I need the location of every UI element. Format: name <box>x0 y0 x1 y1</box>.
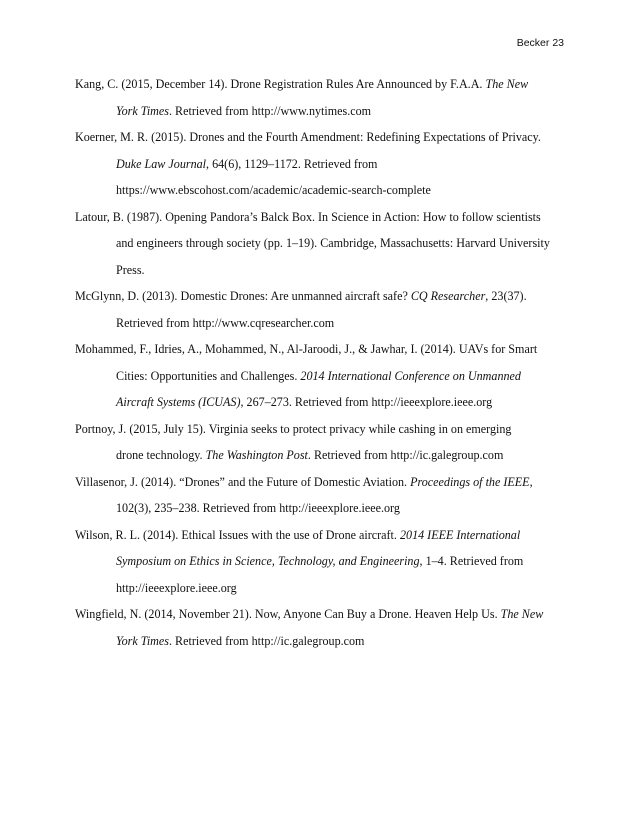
reference-text: Wingfield, N. (2014, November 21). Now, Anyone Can Buy a Drone. Heaven Help Us. <box>75 607 501 621</box>
reference-text: Cities: Opportunities and Challenges. <box>116 368 301 383</box>
reference-text: Portnoy, J. (2015, July 15). Virginia seeks to protect privacy while cashing in on emerging <box>75 421 512 436</box>
reference-text: , 23(37). <box>485 289 527 303</box>
reference-entry <box>75 522 567 602</box>
reference-entry <box>75 283 567 336</box>
reference-line <box>75 548 567 575</box>
reference-text: , <box>529 474 533 489</box>
italic-title-text: The New <box>485 77 529 91</box>
reference-text: 102(3), 235–238. Retrieved from http://ieeexplore.ieee.org <box>116 501 400 515</box>
reference-entry <box>75 336 567 416</box>
italic-title-text: Aircraft Systems (ICUAS) <box>116 395 241 409</box>
italic-title-text: York Times <box>116 103 169 118</box>
reference-entry <box>75 416 567 469</box>
reference-text: , 1–4. Retrieved from <box>419 554 524 568</box>
reference-line <box>75 204 567 231</box>
reference-text: , 267–273. Retrieved from http://ieeexplore.ieee.org <box>240 395 493 409</box>
reference-line <box>75 71 567 98</box>
italic-title-text: CQ Researcher <box>410 289 486 303</box>
reference-text: Koerner, M. R. (2015). Drones and the Fourth Amendment: Redefining Expectations of Privacy. <box>75 130 541 144</box>
reference-text: http://ieeexplore.ieee.org <box>116 580 237 595</box>
reference-text: drone technology. <box>116 448 206 462</box>
reference-line <box>75 363 567 390</box>
reference-text: . Retrieved from http://www.nytimes.com <box>169 103 372 118</box>
reference-text: Villasenor, J. (2014). “Drones” and the Future of Domestic Aviation. <box>75 474 411 489</box>
italic-title-text: York Times <box>116 633 169 648</box>
reference-text: Press. <box>116 262 145 277</box>
italic-title-text: The New <box>500 607 544 621</box>
reference-line <box>75 283 567 310</box>
reference-line <box>75 177 567 204</box>
reference-text: Retrieved from http://www.cqresearcher.com <box>116 315 335 330</box>
reference-text: , 64(6), 1129–1172. Retrieved from <box>206 156 378 171</box>
reference-line <box>75 575 567 602</box>
reference-line <box>75 230 567 257</box>
reference-line <box>75 416 567 443</box>
reference-line <box>75 336 567 363</box>
reference-line <box>75 469 567 496</box>
reference-text: . Retrieved from http://ic.galegroup.com <box>307 448 504 462</box>
reference-line <box>75 495 567 522</box>
reference-line <box>75 310 567 337</box>
italic-title-text: Duke Law Journal <box>116 156 207 171</box>
reference-entry <box>75 204 567 284</box>
reference-text: Latour, B. (1987). Opening Pandora’s Balck Box. In Science in Action: How to follow scientists <box>75 209 541 224</box>
reference-entry <box>75 71 567 124</box>
reference-text: Mohammed, F., Idries, A., Mohammed, N., Al-Jaroodi, J., & Jawhar, I. (2014). UAVs for Smart <box>75 342 538 356</box>
italic-title-text: Symposium on Ethics in Science, Technology, and Engineering <box>116 554 420 568</box>
reference-line <box>75 522 567 549</box>
reference-entry <box>75 469 567 522</box>
reference-text: https://www.ebscohost.com/academic/academic-search-complete <box>116 183 431 197</box>
reference-line <box>75 98 567 125</box>
running-head: Becker 23 <box>516 37 564 49</box>
reference-text: Kang, C. (2015, December 14). Drone Registration Rules Are Announced by F.A.A. <box>75 77 486 91</box>
reference-line <box>75 389 567 416</box>
reference-line <box>75 151 567 178</box>
reference-text: Wilson, R. L. (2014). Ethical Issues with the use of Drone aircraft. <box>75 527 400 542</box>
italic-title-text: The Washington Post <box>205 448 308 462</box>
reference-list <box>75 71 567 654</box>
reference-line <box>75 257 567 284</box>
reference-text: and engineers through society (pp. 1–19). Cambridge, Massachusetts: Harvard University <box>116 236 550 250</box>
reference-text: McGlynn, D. (2013). Domestic Drones: Are unmanned aircraft safe? <box>75 289 411 303</box>
reference-text: . Retrieved from http://ic.galegroup.com <box>169 633 365 648</box>
italic-title-text: Proceedings of the IEEE <box>410 474 530 489</box>
reference-line <box>75 124 567 151</box>
reference-entry <box>75 601 567 654</box>
reference-line <box>75 601 567 628</box>
reference-line <box>75 628 567 655</box>
reference-entry <box>75 124 567 204</box>
reference-line <box>75 442 567 469</box>
italic-title-text: 2014 IEEE International <box>399 527 521 542</box>
italic-title-text: 2014 International Conference on Unmanned <box>300 368 521 383</box>
